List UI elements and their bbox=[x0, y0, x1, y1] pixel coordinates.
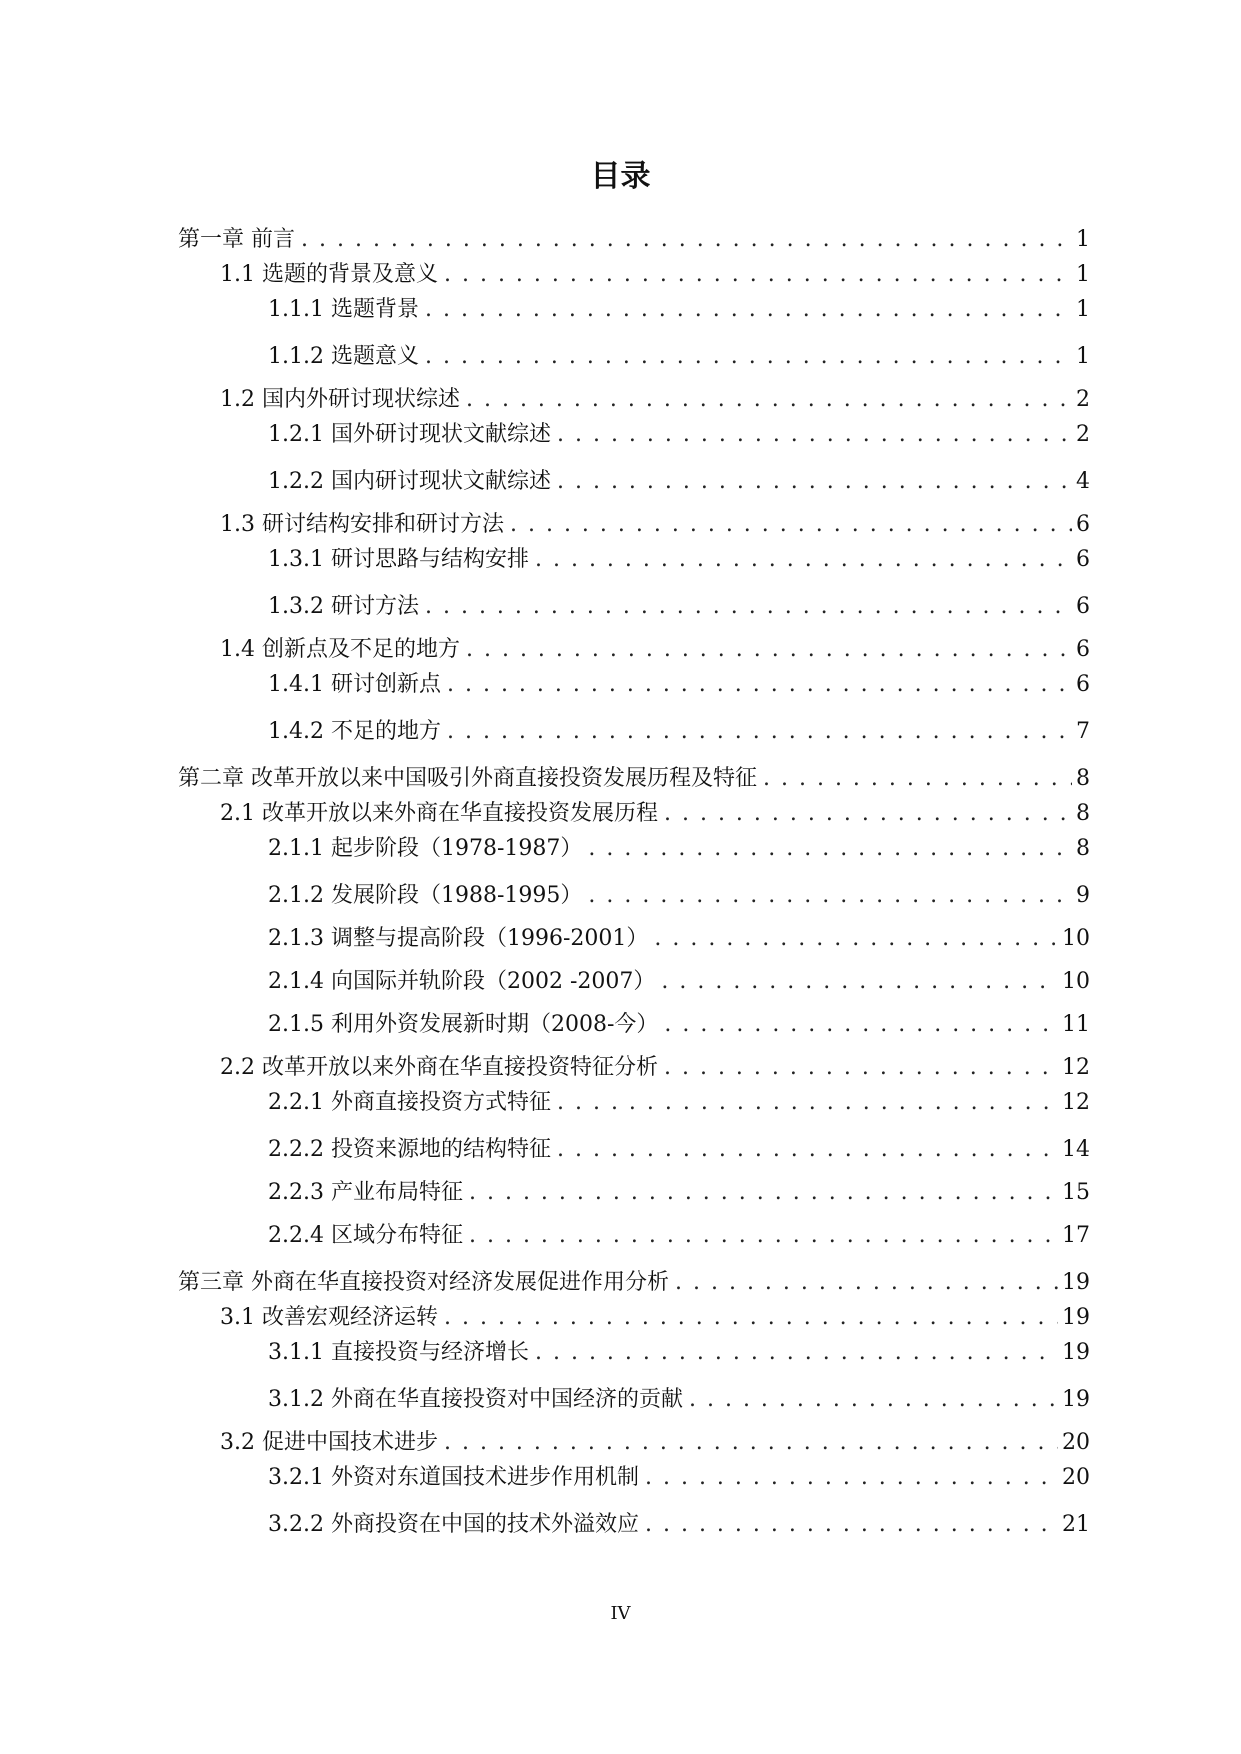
toc-entry-label: 2.1.5 利用外资发展新时期（2008-今） bbox=[268, 1012, 659, 1037]
dot-leader bbox=[675, 1265, 1058, 1300]
dot-leader bbox=[425, 292, 1072, 327]
toc-entry-label: 1.2 国内外研讨现状综述 bbox=[220, 387, 460, 412]
toc-entry[interactable] bbox=[178, 878, 1090, 913]
toc-entry-page: 6 bbox=[1076, 594, 1090, 619]
toc-entry[interactable] bbox=[178, 417, 1090, 452]
toc-entry-label: 1.3.2 研讨方法 bbox=[268, 594, 419, 619]
dot-leader bbox=[466, 382, 1072, 417]
toc-entry-page: 1 bbox=[1076, 344, 1090, 369]
toc-entry[interactable] bbox=[178, 632, 1090, 667]
dot-leader bbox=[645, 1507, 1058, 1542]
toc-entry[interactable] bbox=[178, 292, 1090, 327]
toc-entry-page: 17 bbox=[1062, 1223, 1090, 1248]
dot-leader bbox=[557, 1085, 1058, 1120]
toc-entry-label: 1.2.1 国外研讨现状文献综述 bbox=[268, 422, 551, 447]
dot-leader bbox=[444, 1425, 1058, 1460]
toc-entry[interactable] bbox=[178, 831, 1090, 866]
toc-entry-label: 1.3 研讨结构安排和研讨方法 bbox=[220, 512, 504, 537]
dot-leader bbox=[664, 796, 1072, 831]
toc-entry-page: 6 bbox=[1076, 512, 1090, 537]
page-title: 目录 bbox=[590, 159, 651, 194]
dot-leader bbox=[557, 1132, 1058, 1167]
toc-entry[interactable] bbox=[178, 796, 1090, 831]
toc-entry[interactable] bbox=[178, 542, 1090, 577]
toc-entry-label: 2.2.3 产业布局特征 bbox=[268, 1180, 463, 1205]
toc-entry-page: 10 bbox=[1062, 969, 1090, 994]
toc-entry[interactable] bbox=[178, 464, 1090, 499]
dot-leader bbox=[444, 257, 1072, 292]
dot-leader bbox=[447, 714, 1072, 749]
toc-entry-label: 第二章 改革开放以来中国吸引外商直接投资发展历程及特征 bbox=[178, 766, 757, 791]
toc-entry[interactable] bbox=[178, 1507, 1090, 1542]
toc-entry-label: 3.1 改善宏观经济运转 bbox=[220, 1305, 438, 1330]
toc-entry-label: 2.1.4 向国际并轨阶段（2002 -2007） bbox=[268, 969, 656, 994]
toc-entry-page: 12 bbox=[1062, 1055, 1090, 1080]
toc-entry-page: 19 bbox=[1062, 1387, 1090, 1412]
toc-entry-page: 10 bbox=[1062, 926, 1090, 951]
toc-entry-page: 15 bbox=[1062, 1180, 1090, 1205]
toc-entry-label: 3.2.1 外资对东道国技术进步作用机制 bbox=[268, 1465, 639, 1490]
table-of-contents bbox=[178, 222, 1090, 1542]
toc-entry-label: 3.1.2 外商在华直接投资对中国经济的贡献 bbox=[268, 1387, 683, 1412]
toc-entry-label: 2.1.2 发展阶段（1988-1995） bbox=[268, 883, 583, 908]
dot-leader bbox=[557, 417, 1072, 452]
toc-entry-label: 2.2.4 区域分布特征 bbox=[268, 1223, 463, 1248]
dot-leader bbox=[689, 1382, 1058, 1417]
dot-leader bbox=[447, 667, 1072, 702]
toc-entry-page: 8 bbox=[1076, 801, 1090, 826]
toc-entry[interactable] bbox=[178, 921, 1090, 956]
toc-entry[interactable] bbox=[178, 339, 1090, 374]
toc-entry-page: 19 bbox=[1062, 1340, 1090, 1365]
toc-entry[interactable] bbox=[178, 667, 1090, 702]
toc-entry[interactable] bbox=[178, 1382, 1090, 1417]
toc-entry-page: 6 bbox=[1076, 672, 1090, 697]
dot-leader bbox=[469, 1175, 1058, 1210]
toc-entry-label: 第三章 外商在华直接投资对经济发展促进作用分析 bbox=[178, 1270, 669, 1295]
dot-leader bbox=[645, 1460, 1058, 1495]
toc-entry-label: 2.1.3 调整与提高阶段（1996-2001） bbox=[268, 926, 649, 951]
dot-leader bbox=[469, 1218, 1058, 1253]
toc-entry[interactable] bbox=[178, 1175, 1090, 1210]
toc-entry-label: 2.1 改革开放以来外商在华直接投资发展历程 bbox=[220, 801, 658, 826]
toc-entry[interactable] bbox=[178, 964, 1090, 999]
toc-entry[interactable] bbox=[178, 1218, 1090, 1253]
toc-entry-label: 1.1.2 选题意义 bbox=[268, 344, 419, 369]
dot-leader bbox=[425, 339, 1072, 374]
dot-leader bbox=[763, 761, 1072, 796]
toc-entry[interactable] bbox=[178, 507, 1090, 542]
toc-entry[interactable] bbox=[178, 257, 1090, 292]
toc-entry[interactable] bbox=[178, 382, 1090, 417]
toc-entry[interactable] bbox=[178, 1132, 1090, 1167]
dot-leader bbox=[535, 542, 1072, 577]
toc-entry-page: 8 bbox=[1076, 766, 1090, 791]
dot-leader bbox=[466, 632, 1072, 667]
toc-entry[interactable] bbox=[178, 1085, 1090, 1120]
toc-entry[interactable] bbox=[178, 1300, 1090, 1335]
toc-entry-page: 2 bbox=[1076, 422, 1090, 447]
toc-entry[interactable] bbox=[178, 589, 1090, 624]
dot-leader bbox=[588, 831, 1072, 866]
dot-leader bbox=[425, 589, 1072, 624]
dot-leader bbox=[510, 507, 1072, 542]
dot-leader bbox=[664, 1050, 1058, 1085]
toc-entry[interactable] bbox=[178, 714, 1090, 749]
toc-entry-page: 7 bbox=[1076, 719, 1090, 744]
toc-entry-label: 2.2.1 外商直接投资方式特征 bbox=[268, 1090, 551, 1115]
dot-leader bbox=[535, 1335, 1058, 1370]
dot-leader bbox=[588, 878, 1072, 913]
toc-entry-label: 2.1.1 起步阶段（1978-1987） bbox=[268, 836, 583, 861]
toc-entry[interactable] bbox=[178, 1007, 1090, 1042]
dot-leader bbox=[654, 921, 1058, 956]
toc-entry-label: 1.2.2 国内研讨现状文献综述 bbox=[268, 469, 551, 494]
toc-entry-page: 12 bbox=[1062, 1090, 1090, 1115]
toc-entry-page: 19 bbox=[1062, 1270, 1090, 1295]
toc-entry-label: 1.4.2 不足的地方 bbox=[268, 719, 441, 744]
toc-entry[interactable] bbox=[178, 761, 1090, 796]
toc-entry-label: 1.3.1 研讨思路与结构安排 bbox=[268, 547, 529, 572]
toc-entry-page: 19 bbox=[1062, 1305, 1090, 1330]
dot-leader bbox=[661, 964, 1058, 999]
toc-entry[interactable] bbox=[178, 1460, 1090, 1495]
toc-entry-label: 1.1 选题的背景及意义 bbox=[220, 262, 438, 287]
toc-entry-label: 3.1.1 直接投资与经济增长 bbox=[268, 1340, 529, 1365]
toc-entry-page: 4 bbox=[1076, 469, 1090, 494]
toc-entry-page: 2 bbox=[1076, 387, 1090, 412]
toc-entry[interactable] bbox=[178, 222, 1090, 257]
toc-entry-label: 1.1.1 选题背景 bbox=[268, 297, 419, 322]
toc-entry-page: 6 bbox=[1076, 637, 1090, 662]
toc-entry-page: 1 bbox=[1076, 297, 1090, 322]
toc-entry-label: 2.2 改革开放以来外商在华直接投资特征分析 bbox=[220, 1055, 658, 1080]
toc-entry-page: 21 bbox=[1062, 1512, 1090, 1537]
toc-entry-label: 3.2 促进中国技术进步 bbox=[220, 1430, 438, 1455]
toc-entry-page: 20 bbox=[1062, 1430, 1090, 1455]
toc-entry-page: 1 bbox=[1076, 262, 1090, 287]
toc-entry-label: 第一章 前言 bbox=[178, 227, 295, 252]
dot-leader bbox=[301, 222, 1072, 257]
dot-leader bbox=[557, 464, 1072, 499]
toc-entry-label: 2.2.2 投资来源地的结构特征 bbox=[268, 1137, 551, 1162]
toc-entry[interactable] bbox=[178, 1425, 1090, 1460]
toc-entry-page: 14 bbox=[1062, 1137, 1090, 1162]
toc-entry[interactable] bbox=[178, 1335, 1090, 1370]
toc-entry[interactable] bbox=[178, 1050, 1090, 1085]
dot-leader bbox=[664, 1007, 1058, 1042]
toc-entry-page: 8 bbox=[1076, 836, 1090, 861]
toc-entry-page: 1 bbox=[1076, 227, 1090, 252]
toc-entry-label: 1.4.1 研讨创新点 bbox=[268, 672, 441, 697]
dot-leader bbox=[444, 1300, 1058, 1335]
toc-entry-page: 9 bbox=[1076, 883, 1090, 908]
toc-entry-label: 1.4 创新点及不足的地方 bbox=[220, 637, 460, 662]
toc-entry-label: 3.2.2 外商投资在中国的技术外溢效应 bbox=[268, 1512, 639, 1537]
page-number: IV bbox=[610, 1603, 631, 1624]
toc-entry[interactable] bbox=[178, 1265, 1090, 1300]
toc-entry-page: 11 bbox=[1062, 1012, 1090, 1037]
toc-entry-page: 6 bbox=[1076, 547, 1090, 572]
toc-entry-page: 20 bbox=[1062, 1465, 1090, 1490]
